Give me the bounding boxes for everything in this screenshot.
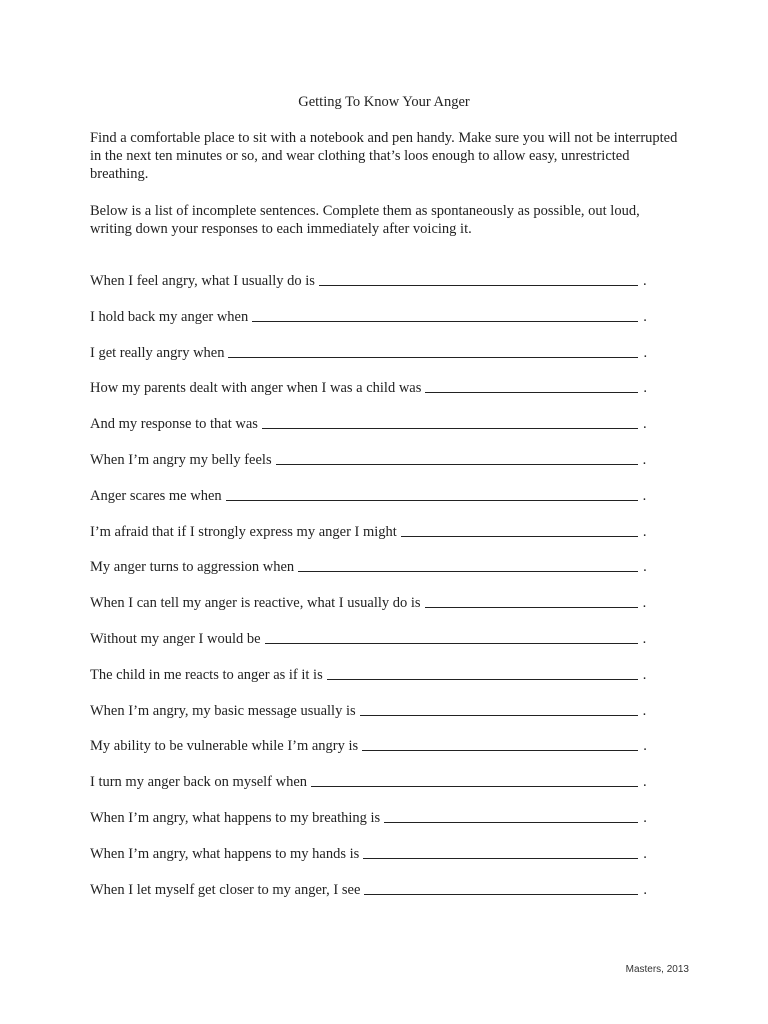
page-title: Getting To Know Your Anger — [298, 94, 470, 110]
prompt-item — [90, 451, 690, 487]
answer-blank[interactable] — [364, 881, 638, 895]
sentence-period: . — [642, 451, 647, 468]
sentence-period: . — [643, 308, 647, 325]
answer-blank[interactable] — [362, 737, 638, 751]
answer-blank[interactable] — [298, 558, 638, 572]
prompt-item — [90, 415, 690, 451]
prompt-item — [90, 845, 690, 881]
prompt-text: And my response to that was — [90, 416, 258, 433]
sentence-period: . — [643, 738, 647, 755]
prompt-text: My ability to be vulnerable while I’m angry is — [90, 738, 359, 755]
prompt-item — [90, 737, 690, 773]
prompt-text: When I let myself get closer to my anger, I see — [90, 881, 361, 898]
answer-blank[interactable] — [311, 773, 638, 787]
answer-blank[interactable] — [384, 809, 638, 823]
sentence-period: . — [642, 666, 647, 683]
prompt-text: Anger scares me when — [90, 487, 222, 504]
prompt-item — [90, 594, 690, 630]
intro-paragraph: Find a comfortable place to sit with a notebook and pen handy. Make sure you will not be interrupted in the next ten minutes or so, and wear clothing that’s loos enough to allow easy, unrestricted breathing. — [90, 130, 678, 182]
prompt-item — [90, 630, 690, 666]
prompt-text: When I’m angry, what happens to my hands is — [90, 845, 360, 862]
answer-blank[interactable] — [226, 487, 638, 501]
prompt-text: I turn my anger back on myself when — [90, 774, 308, 791]
prompt-item — [90, 272, 690, 308]
sentence-period: . — [643, 845, 647, 862]
prompt-text: When I’m angry, my basic message usually is — [90, 702, 356, 719]
prompt-text: When I’m angry my belly feels — [90, 451, 272, 468]
prompt-text: When I’m angry, what happens to my breathing is — [90, 809, 381, 826]
instructions-paragraph: Below is a list of incomplete sentences. Complete them as spontaneously as possible, out loud, writing down your responses to each immediately after voicing it. — [90, 203, 640, 237]
prompt-item — [90, 773, 690, 809]
answer-blank[interactable] — [228, 344, 638, 358]
sentence-period: . — [643, 809, 647, 826]
prompt-text: The child in me reacts to anger as if it is — [90, 666, 323, 683]
prompt-text: I’m afraid that if I strongly express my anger I might — [90, 523, 397, 540]
prompt-item — [90, 379, 690, 415]
prompt-text: When I feel angry, what I usually do is — [90, 273, 315, 289]
answer-blank[interactable] — [425, 594, 638, 608]
prompt-text: Without my anger I would be — [90, 630, 261, 647]
sentence-period: . — [643, 559, 647, 576]
sentence-period: . — [642, 487, 647, 504]
prompt-text: My anger turns to aggression when — [90, 559, 295, 576]
sentence-period: . — [642, 273, 647, 289]
sentence-period: . — [643, 380, 648, 397]
sentence-period: . — [642, 702, 647, 719]
footer-attribution: Masters, 2013 — [625, 964, 689, 975]
prompt-item — [90, 881, 690, 917]
prompt-item — [90, 487, 690, 523]
prompt-item — [90, 558, 690, 594]
answer-blank[interactable] — [276, 451, 638, 465]
prompt-list — [90, 272, 690, 916]
sentence-period: . — [642, 523, 647, 540]
prompt-item — [90, 666, 690, 702]
answer-blank[interactable] — [327, 666, 638, 680]
answer-blank[interactable] — [252, 308, 638, 322]
sentence-period: . — [642, 416, 647, 433]
prompt-item — [90, 523, 690, 559]
sentence-period: . — [643, 344, 648, 361]
answer-blank[interactable] — [425, 379, 638, 393]
prompt-text: I hold back my anger when — [90, 308, 249, 325]
answer-blank[interactable] — [319, 272, 638, 286]
answer-blank[interactable] — [262, 415, 638, 429]
answer-blank[interactable] — [265, 630, 638, 644]
answer-blank[interactable] — [363, 845, 638, 859]
answer-blank[interactable] — [360, 702, 638, 716]
prompt-item — [90, 809, 690, 845]
prompt-text: How my parents dealt with anger when I was a child was — [90, 380, 422, 397]
prompt-text: I get really angry when — [90, 344, 225, 361]
sentence-period: . — [643, 774, 647, 791]
prompt-item — [90, 344, 690, 380]
sentence-period: . — [642, 630, 647, 647]
sentence-period: . — [643, 881, 648, 898]
prompt-text: When I can tell my anger is reactive, what I usually do is — [90, 595, 421, 612]
sentence-period: . — [642, 595, 647, 612]
prompt-item — [90, 702, 690, 738]
answer-blank[interactable] — [401, 523, 638, 537]
prompt-item — [90, 308, 690, 344]
